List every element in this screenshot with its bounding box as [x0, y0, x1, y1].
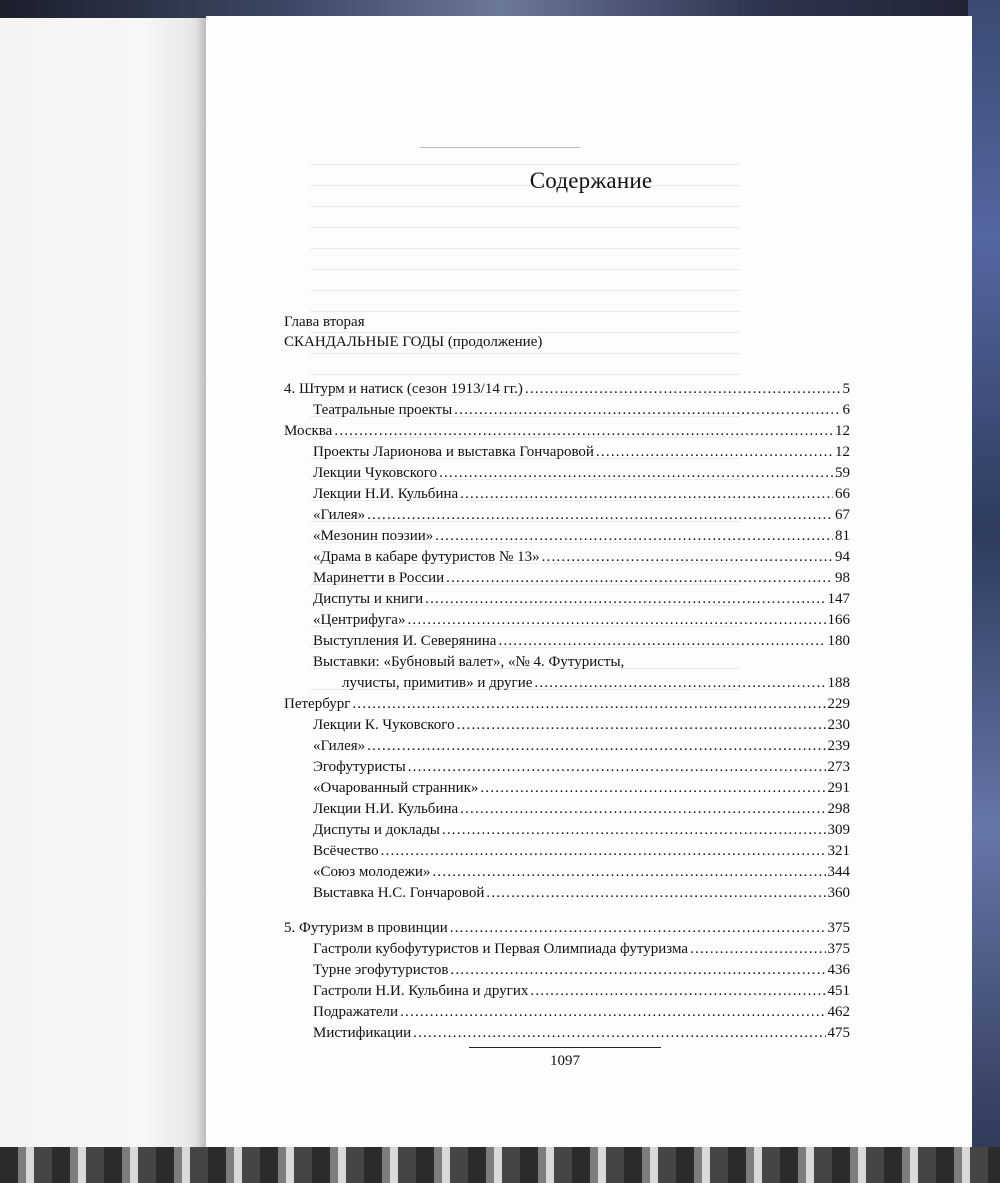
- toc-page-number: 360: [827, 885, 850, 901]
- toc-entry-title: 5. Футуризм в провинции: [284, 920, 448, 936]
- leader-dots: [460, 799, 825, 820]
- toc-page-number: 147: [827, 591, 850, 607]
- toc-entry-title: Лекции Чуковского: [313, 465, 438, 481]
- toc-section-5[interactable]: [284, 918, 850, 939]
- leader-dots: [413, 1023, 825, 1044]
- toc-entry-title: Турне эгофутуристов: [313, 962, 449, 978]
- toc-entry-title: Диспуты и доклады: [313, 822, 440, 838]
- toc-entry[interactable]: [284, 610, 850, 631]
- toc-entry-title: Подражатели: [313, 1004, 399, 1020]
- toc-page-number: 344: [827, 864, 850, 880]
- toc-entry[interactable]: [284, 981, 850, 1002]
- toc-entry[interactable]: [284, 883, 850, 904]
- chapter-title-text: СКАНДАЛЬНЫЕ ГОДЫ: [284, 334, 445, 350]
- toc-page-number: 98: [835, 570, 850, 586]
- toc-page-number: 81: [835, 528, 850, 544]
- leader-dots: [381, 841, 826, 862]
- leader-dots: [450, 960, 825, 981]
- leader-dots: [498, 631, 825, 652]
- leader-dots: [457, 715, 826, 736]
- toc-page-number: 475: [827, 1025, 850, 1041]
- left-page: [0, 18, 206, 1148]
- leader-dots: [596, 442, 833, 463]
- leader-dots: [486, 883, 825, 904]
- toc-page-number: 188: [827, 675, 850, 691]
- leader-dots: [690, 939, 825, 960]
- toc-page-number: 291: [827, 780, 850, 796]
- toc-page-number: 180: [827, 633, 850, 649]
- leader-dots: [367, 736, 825, 757]
- leader-dots: [534, 673, 825, 694]
- toc-entry-title: Театральные проекты: [313, 402, 453, 418]
- leader-dots: [460, 484, 833, 505]
- toc-entry[interactable]: [284, 939, 850, 960]
- toc-entry-title: «Гилея»: [313, 738, 366, 754]
- toc-entry[interactable]: [284, 820, 850, 841]
- toc-page-number: 94: [835, 549, 850, 565]
- page-title: Содержание: [529, 168, 653, 193]
- chapter-title: [284, 334, 542, 351]
- leader-dots: [425, 589, 825, 610]
- leader-dots: [446, 568, 833, 589]
- toc-page-number: 298: [827, 801, 850, 817]
- toc-page-number: 309: [827, 822, 850, 838]
- toc-entry[interactable]: [284, 484, 850, 505]
- leader-dots: [400, 1002, 825, 1023]
- toc-page-number: 436: [827, 962, 850, 978]
- toc-entry-title: Гастроли Н.И. Кульбина и других: [313, 983, 529, 999]
- toc-entry-title-line1: Выставки: «Бубновый валет», «№ 4. Футуристы,: [313, 654, 625, 670]
- toc-entry-title: Всёчество: [313, 843, 379, 859]
- toc-entry[interactable]: [284, 1002, 850, 1023]
- toc-entry[interactable]: [284, 841, 850, 862]
- toc-entry-exhibitions[interactable]: [284, 652, 850, 694]
- footer-rule: [469, 1047, 661, 1048]
- toc-entry-title: Эгофутуристы: [313, 759, 406, 775]
- toc-entry-line2: [284, 673, 850, 694]
- toc-page-number: 462: [827, 1004, 850, 1020]
- toc-entry[interactable]: [284, 505, 850, 526]
- toc-list: [284, 379, 850, 1044]
- toc-page-number: 230: [827, 717, 850, 733]
- toc-entry-title: Проекты Ларионова и выставка Гончаровой: [313, 444, 594, 460]
- toc-entry-title-line2: лучисты, примитив» и другие: [342, 675, 533, 691]
- toc-subsection-moscow[interactable]: [284, 421, 850, 442]
- toc-entry[interactable]: [284, 736, 850, 757]
- leader-dots: [442, 820, 826, 841]
- toc-entry-title: Гастроли кубофутуристов и Первая Олимпиада футуризма: [313, 941, 689, 957]
- section-gap: [284, 904, 850, 918]
- leader-dots: [439, 463, 833, 484]
- toc-page-number: 12: [835, 444, 850, 460]
- toc-page-number: 66: [835, 486, 850, 502]
- leader-dots: [525, 379, 841, 400]
- leader-dots: [367, 505, 833, 526]
- toc-page-number: 451: [827, 983, 850, 999]
- toc-entry[interactable]: [284, 960, 850, 981]
- toc-page-number: 59: [835, 465, 850, 481]
- book-cover-bottom: [0, 1147, 1000, 1183]
- toc-entry-title: Лекции Н.И. Кульбина: [313, 801, 459, 817]
- toc-page-number: 166: [827, 612, 850, 628]
- toc-entry[interactable]: [284, 547, 850, 568]
- toc-page-number: 239: [827, 738, 850, 754]
- leader-dots: [542, 547, 833, 568]
- leader-dots: [432, 862, 825, 883]
- leader-dots: [334, 421, 833, 442]
- leader-dots: [480, 778, 825, 799]
- toc-page-number: 5: [842, 381, 850, 397]
- toc-entry[interactable]: [284, 568, 850, 589]
- toc-entry[interactable]: [284, 778, 850, 799]
- chapter-label: Глава вторая: [284, 314, 365, 330]
- toc-entry-title: «Очарованный странник»: [313, 780, 479, 796]
- leader-dots: [530, 981, 825, 1002]
- toc-entry-title: Маринетти в России: [313, 570, 445, 586]
- leader-dots: [352, 694, 825, 715]
- toc-entry-title: 4. Штурм и натиск (сезон 1913/14 гг.): [284, 381, 523, 397]
- toc-page-number: 273: [827, 759, 850, 775]
- leader-dots: [408, 757, 826, 778]
- toc-page-number: 375: [827, 920, 850, 936]
- toc-entry-title: Выставка Н.С. Гончаровой: [313, 885, 485, 901]
- toc-entry-title: Диспуты и книги: [313, 591, 424, 607]
- toc-entry-title: Лекции К. Чуковского: [313, 717, 455, 733]
- toc-entry-title: «Центрифуга»: [313, 612, 406, 628]
- toc-entry[interactable]: [284, 442, 850, 463]
- toc-entry-title: «Мезонин поэзии»: [313, 528, 434, 544]
- toc-page-number: 6: [842, 402, 850, 418]
- toc-entry[interactable]: [284, 400, 850, 421]
- toc-entry[interactable]: [284, 757, 850, 778]
- toc-entry-title: Мистификации: [313, 1025, 412, 1041]
- leader-dots: [407, 610, 825, 631]
- toc-page-number: 67: [835, 507, 850, 523]
- toc-page-number: 229: [827, 696, 850, 712]
- leader-dots: [435, 526, 833, 547]
- toc-entry-title: Москва: [284, 423, 333, 439]
- toc-entry[interactable]: [284, 589, 850, 610]
- toc-entry[interactable]: [284, 526, 850, 547]
- toc-page-number: 12: [835, 423, 850, 439]
- toc-entry-title: Выступления И. Северянина: [313, 633, 497, 649]
- toc-subsection-petersburg[interactable]: [284, 694, 850, 715]
- show-through-rule: [420, 147, 580, 148]
- toc-entry-title: Лекции Н.И. Кульбина: [313, 486, 459, 502]
- toc-entry-title: «Союз молодежи»: [313, 864, 431, 880]
- toc-page-number: 375: [827, 941, 850, 957]
- toc-entry[interactable]: [284, 862, 850, 883]
- toc-entry[interactable]: [284, 463, 850, 484]
- page-number: 1097: [550, 1053, 580, 1069]
- toc-entry[interactable]: [284, 715, 850, 736]
- toc-entry[interactable]: [284, 799, 850, 820]
- toc-page-number: 321: [827, 843, 850, 859]
- toc-entry[interactable]: [284, 1023, 850, 1044]
- chapter-title-note: (продолжение): [447, 334, 543, 350]
- toc-section-4[interactable]: [284, 379, 850, 400]
- leader-dots: [454, 400, 840, 421]
- toc-entry-title: Петербург: [284, 696, 351, 712]
- toc-entry-title: «Гилея»: [313, 507, 366, 523]
- toc-entry[interactable]: [284, 631, 850, 652]
- leader-dots: [450, 918, 826, 939]
- toc-entry-title: «Драма в кабаре футуристов № 13»: [313, 549, 540, 565]
